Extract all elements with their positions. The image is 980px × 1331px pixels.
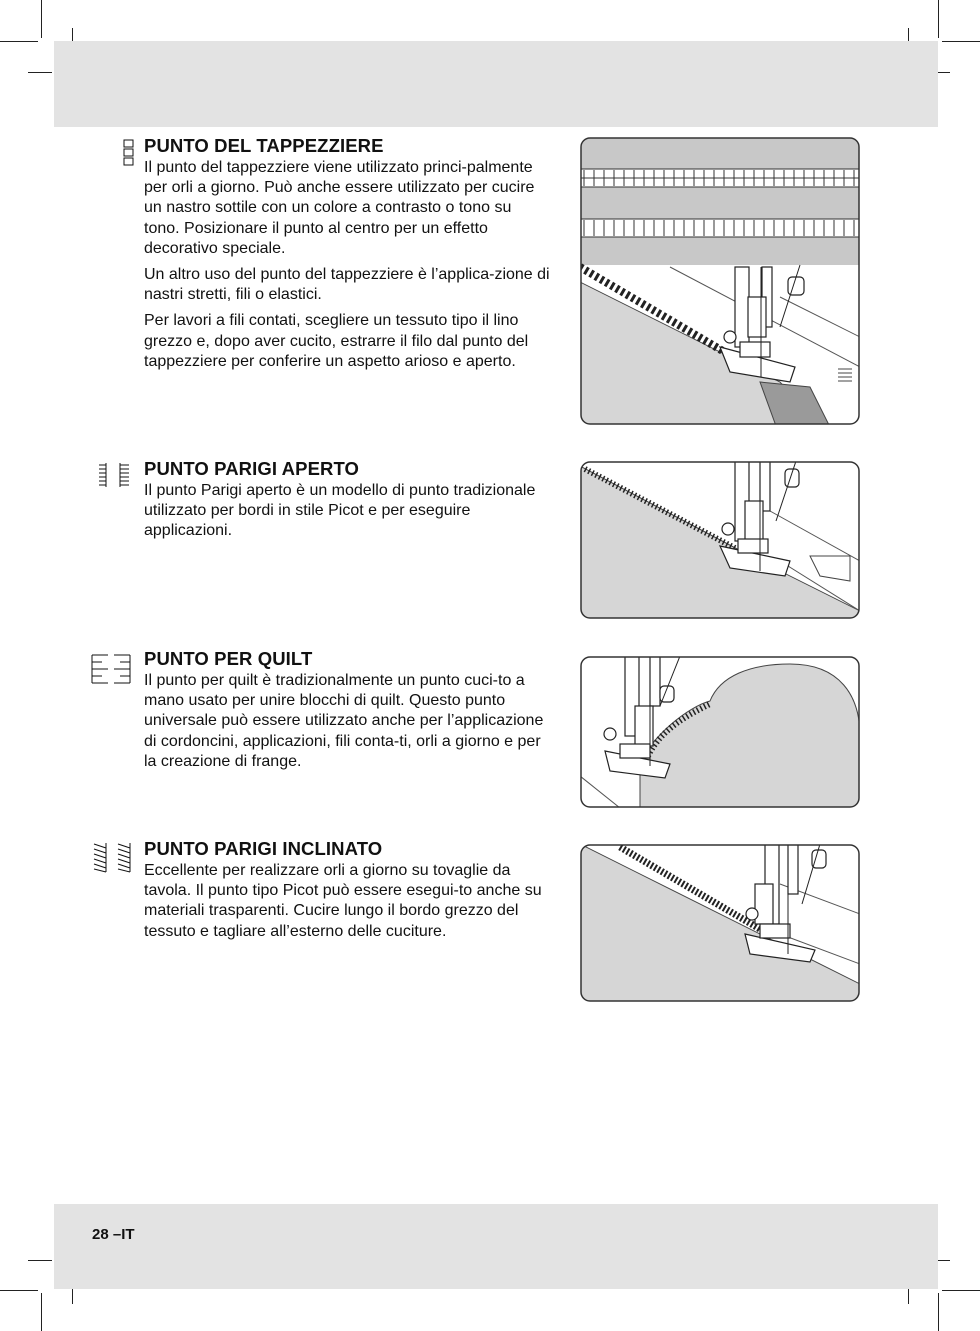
illustration-parigi-inclinato <box>580 844 860 1002</box>
crop-mark <box>28 1260 52 1261</box>
section-title: PUNTO PARIGI APERTO <box>144 458 360 479</box>
illustration-tappezziere <box>580 137 860 425</box>
crop-mark <box>942 41 980 42</box>
paragraph: Per lavori a fili contati, scegliere un tessuto tipo il lino grezzo e, dopo aver cucito, estrarre il filo dal punto del tappezziere per conferire un aspetto arioso e aperto. <box>144 312 529 370</box>
page-number: 28 –IT <box>92 1226 135 1243</box>
section-title: PUNTO DEL TAPPEZZIERE <box>144 135 384 156</box>
paragraph: Il punto Parigi aperto è un modello di punto tradizionale utilizzato per bordi in stile Picot e per eseguire applicazioni. <box>144 482 536 540</box>
section-body <box>144 671 550 778</box>
crop-mark <box>0 1290 38 1291</box>
section-title: PUNTO PARIGI INCLINATO <box>144 838 383 859</box>
crop-mark <box>0 41 38 42</box>
paris-point-stitch-icon <box>90 462 136 498</box>
crop-mark <box>938 1293 939 1331</box>
header-band <box>54 41 938 127</box>
paragraph: Il punto del tappezziere viene utilizzato princi-palmente per orli a giorno. Può anche essere utilizzato per cucire un nastro sottile con un colore a contrasto o tono su tono. Posizionare il punto al centro per un effetto decorativo speciale. <box>144 159 535 257</box>
section-body <box>144 158 550 378</box>
section-body <box>144 481 550 548</box>
paragraph: Eccellente per realizzare orli a giorno su tovaglie da tavola. Il punto tipo Picot può essere esegui-to anche su materiali trasparenti. Cucire lungo il bordo grezzo del tessuto e tagliare all’esterno delle cuciture. <box>144 862 542 940</box>
upholstery-stitch-icon <box>90 139 136 175</box>
illustration-quilt <box>580 656 860 808</box>
quilt-stitch-icon <box>90 652 136 688</box>
crop-mark <box>942 1290 980 1291</box>
crop-mark <box>41 1293 42 1331</box>
illustration-parigi-aperto <box>580 461 860 619</box>
paragraph: Il punto per quilt è tradizionalmente un punto cuci-to a mano usato per unire blocchi di quilt. Questo punto universale può essere utilizzato anche per l’applicazione di cordoncini, applicazioni, fili conta-ti, orli a giorno e per la creazione di frange. <box>144 672 544 770</box>
crop-mark <box>938 0 939 38</box>
section-title: PUNTO PER QUILT <box>144 648 313 669</box>
paragraph: Un altro uso del punto del tappezziere è l’applica-zione di nastri stretti, fili o elastici. <box>144 266 550 304</box>
crop-mark <box>28 72 52 73</box>
section-body <box>144 861 550 948</box>
footer-band <box>54 1204 938 1289</box>
crop-mark <box>41 0 42 38</box>
slanted-paris-stitch-icon <box>90 842 136 878</box>
